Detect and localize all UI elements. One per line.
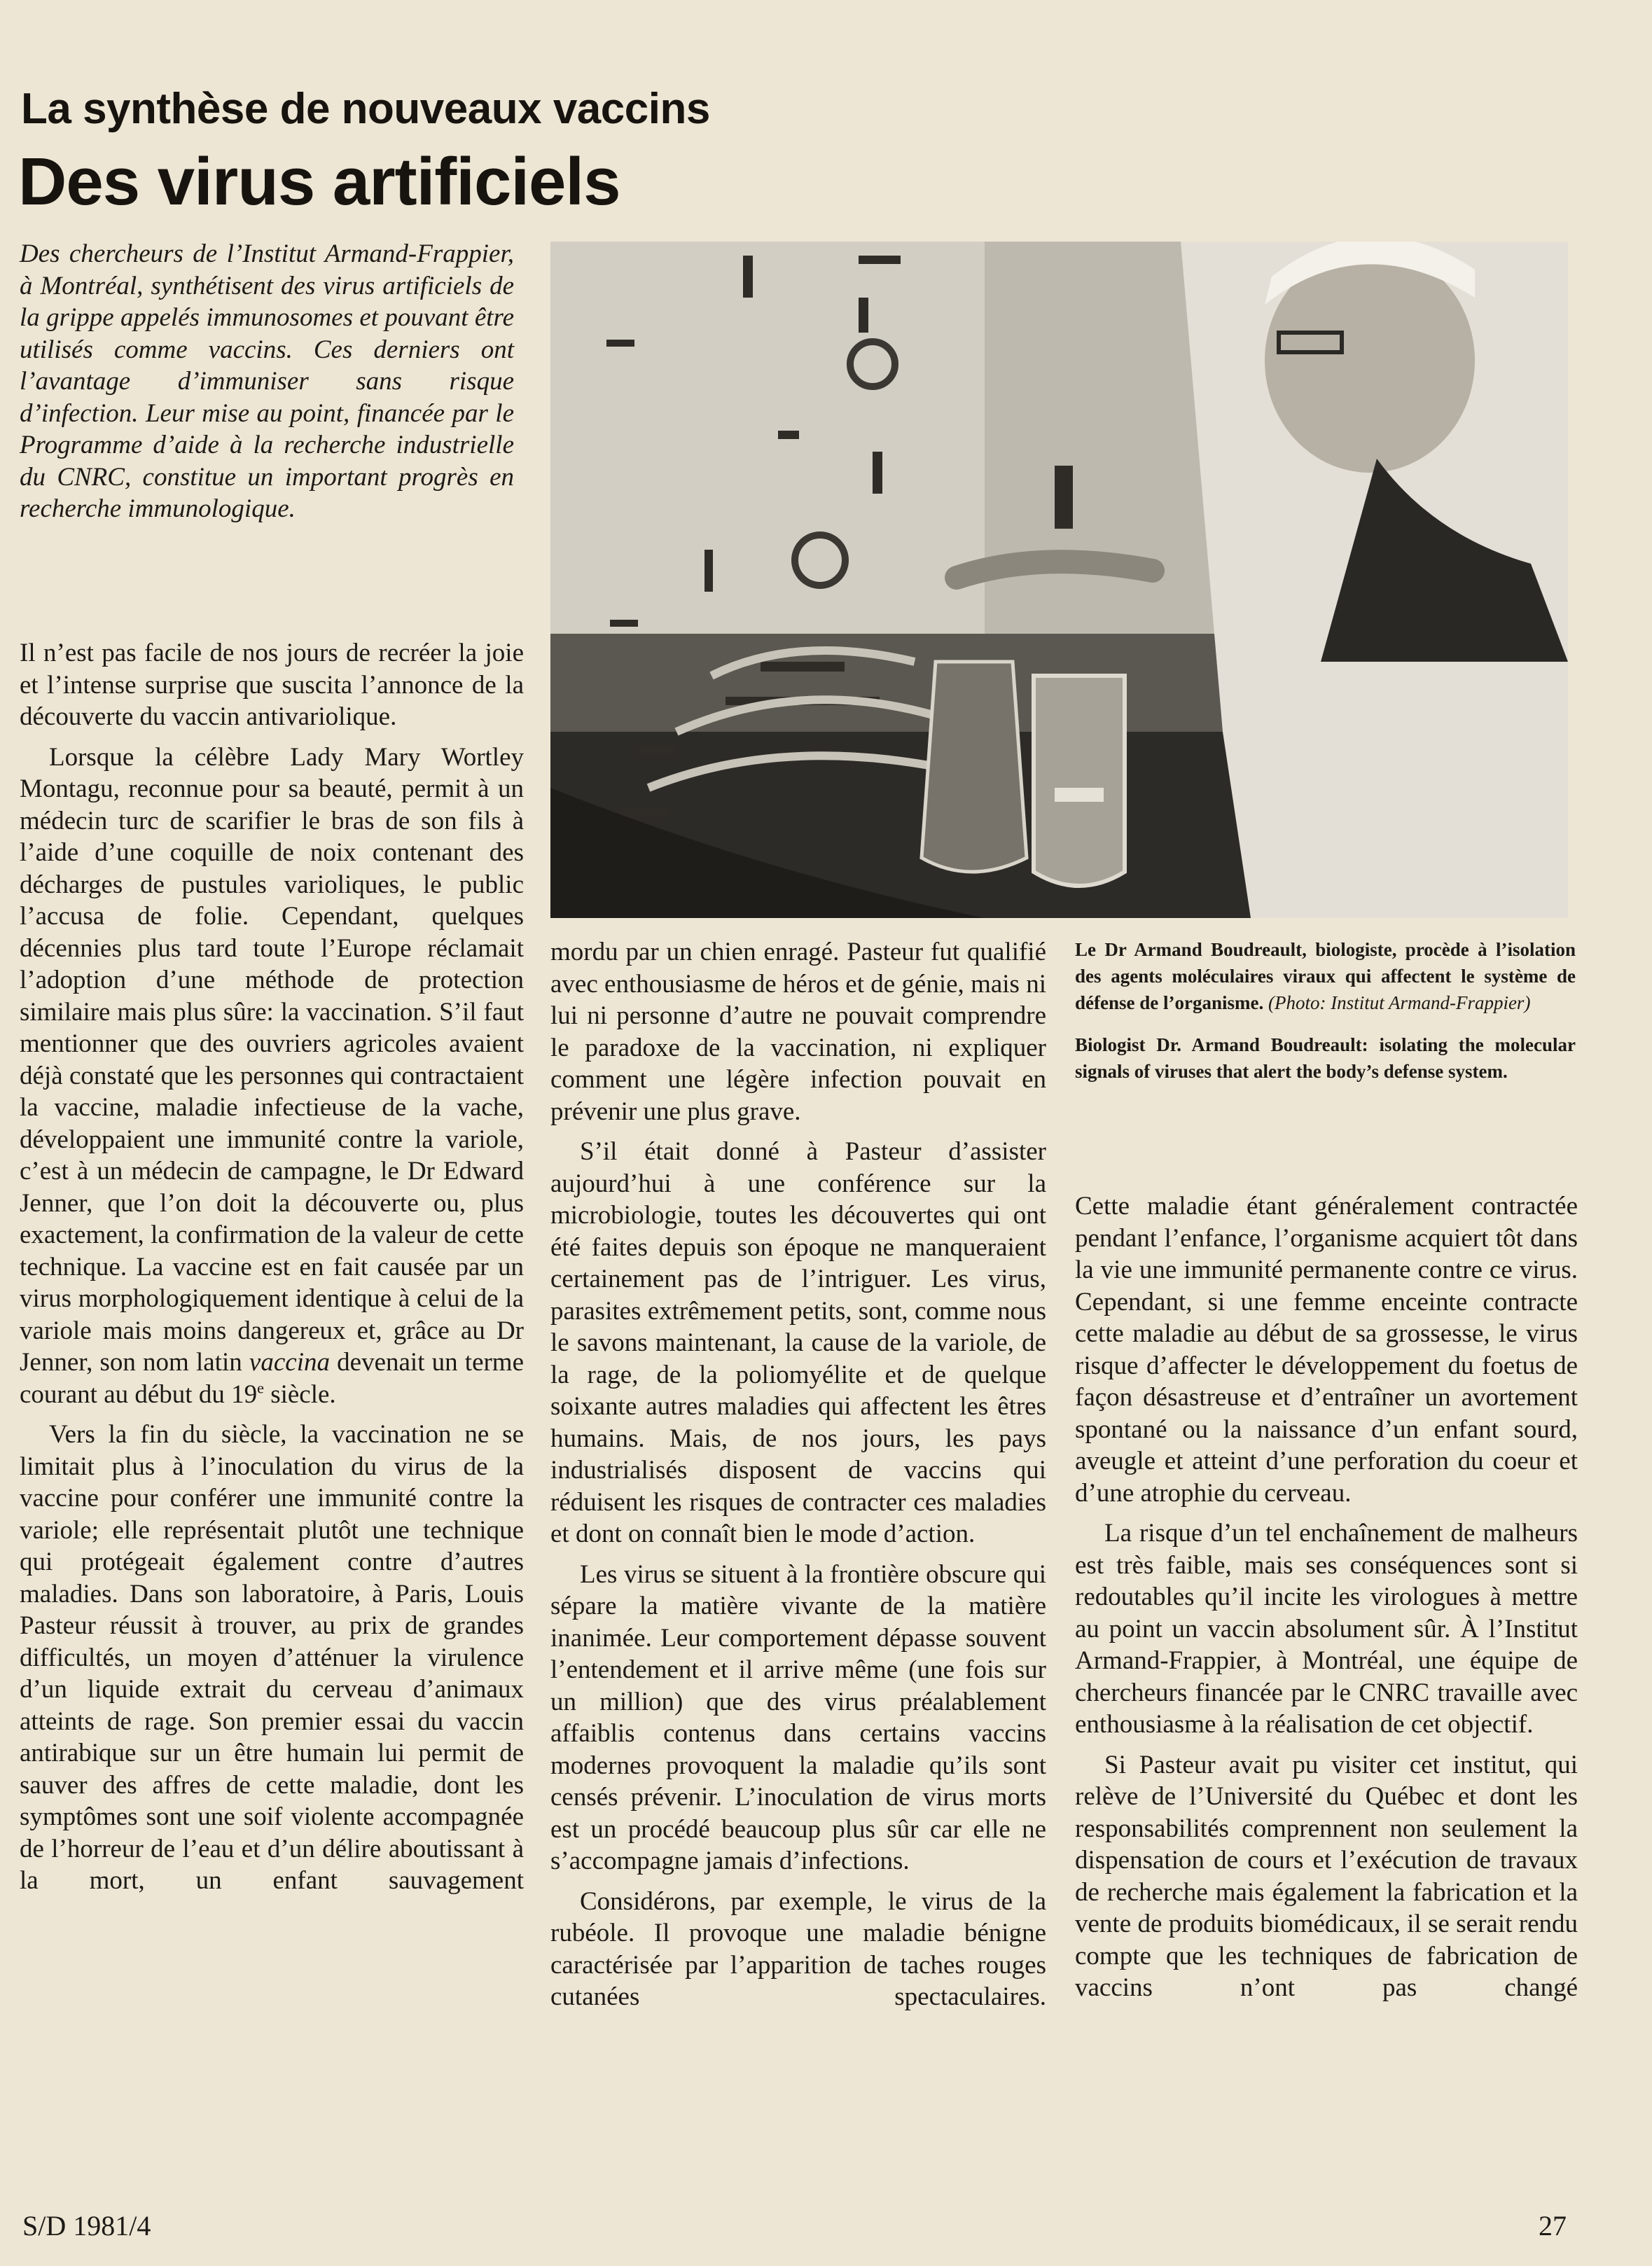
caption-french: Le Dr Armand Boudreault, biologiste, procède à l’isolation des agents moléculaires viraux qui affectent le système de défense de l’organisme. (Photo: Institut Armand-Frappier) [1075,939,1576,1013]
article-lede: Des chercheurs de l’Institut Armand-Frappier, à Montréal, synthétisent des virus artificiels de la grippe appelés immunosomes et pouvant être utilisés comme vaccins. Ces derniers ont l’avantage d’immuniser sans risque d’infection. Leur mise au point, financée par le Programme d’aide à la recherche industrielle du CNRC, constitue un important progrès en recherche immunologique. [20,239,514,523]
article-title: Des virus artificiels [18,144,620,219]
paragraph: S’il était donné à Pasteur d’assister aujourd’hui à une conférence sur la microbiologie, toutes les découvertes qui ont été faites depuis son époque ne manqueraient certainement pas de l’intriguer. Les virus, parasites extrêmement petits, sont, comme nous le savons maintenant, la cause de la variole, de la rage, de la poliomyélite et de quelque soixante autres maladies qui affectent les êtres humains. Mais, de nos jours, les pays industrialisés disposent de vaccins qui réduisent les risques de contracter ces maladies et dont on connaît bien le mode d’action. [550,1137,1046,1548]
paragraph: mordu par un chien enragé. Pasteur fut qualifié avec enthousiasme de héros et de génie, mais ni lui ni personne d’autre ne pouvait comprendre le paradoxe de la vaccination, ni expliquer comment une légère infection pouvait en prévenir une plus grave. [550,938,1046,1126]
page-number: 27 [1539,2210,1567,2241]
paragraph: Si Pasteur avait pu visiter cet institut, qui relève de l’Université du Québec et dont les responsabilités comprennent non seulement la dispensation de cours et l’exécution de travaux de recherche mais également la fabrication et la vente de produits biomédicaux, il se serait rendu compte que les techniques de fabrication de vaccins n’ont pas changé [1075,1750,1578,2002]
paragraph: Vers la fin du siècle, la vaccination ne se limitait plus à l’inoculation du virus de la vaccine pour conférer une immunité contre la variole; elle représentait plutôt une technique qui protégeait également contre d’autres maladies. Dans son laboratoire, à Paris, Louis Pasteur réussit à trouver, au prix de grandes difficultés, un moyen d’atténuer la virulence d’un liquide extrait du cerveau d’animaux atteints de rage. Son premier essai du vaccin antirabique sur un être humain lui permit de sauver des affres de cette maladie, dont les symptômes sont une soif violente accompagnée de l’horreur de l’eau et d’un délire aboutissant à la mort, un enfant sauvagement [20,1420,524,1895]
paragraph: Considérons, par exemple, le virus de la rubéole. Il provoque une maladie bénigne caractérisée par l’apparition de taches rouges cutanées spectaculaires. [550,1886,1046,2011]
lab-photo-illustration [550,242,1568,918]
paragraph: Il n’est pas facile de nos jours de recréer la joie et l’intense surprise que suscita l’annonce de la découverte du vaccin antivariolique. [20,639,524,731]
paragraph: Cette maladie étant généralement contractée pendant l’enfance, l’organisme acquiert tôt dans la vie une immunité permanente contre ce virus. Cependant, si une femme enceinte contracte cette maladie au début de sa grossesse, le virus risque d’affecter le développement du foetus de façon désastreuse et d’entraîner un avortement spontané ou la naissance d’un enfant sourd, aveugle et atteint d’une perforation du coeur et d’une atrophie du cerveau. [1075,1192,1578,1508]
column-3 [1075,1190,1578,2013]
paragraph: La risque d’un tel enchaînement de malheurs est très faible, mais ses conséquences sont si redoutables qu’il incite les virologues à mettre au point un vaccin absolument sûr. À l’Institut Armand-Frappier, à Montréal, une équipe de chercheurs financée par le CNRC travaille avec enthousiasme à la réalisation de cet objectif. [1075,1519,1578,1739]
paragraph: Les virus se situent à la frontière obscure qui sépare la matière vivante de la matière inanimée. Leur comportement dépasse souvent l’entendement et il arrive même (une fois sur un million) que des virus préalablement affaiblis contenus dans certains vaccins modernes provoquent la maladie qu’ils sont censés prévenir. L’inoculation de virus morts est un procédé beaucoup plus sûr car elle ne s’accompagne jamais d’infections. [550,1559,1046,1875]
article-kicker: La synthèse de nouveaux vaccins [21,85,710,133]
caption-english: Biologist Dr. Armand Boudreault: isolating the molecular signals of viruses that alert the body’s defense system. [1075,1034,1576,1082]
photo-caption [1075,936,1576,1085]
issue-label: S/D 1981/4 [22,2210,151,2241]
column-2 [550,936,1046,2022]
lab-photo [550,242,1568,918]
photo-credit: (Photo: Institut Armand-Frappier) [1268,992,1531,1013]
column-1 [20,637,524,1905]
paragraph: Lorsque la célèbre Lady Mary Wortley Montagu, reconnue pour sa beauté, permit à un médecin turc de scarifier le bras de son fils à l’aide d’une coquille de noix contenant des décharges de pustules varioliques, le public l’accusa de folie. Cependant, quelques décennies plus tard toute l’Europe réclamait l’adoption d’une méthode de protection similaire mais plus sûre: la vaccination. S’il faut mentionner que des ouvriers agricoles avaient déjà constaté que les personnes qui contractaient la vaccine, maladie infectieuse de la vache, développaient une immunité contre la variole, c’est à un médecin de campagne, le Dr Edward Jenner, que l’on doit la découverte ou, plus exactement, la confirmation de la valeur de cette technique. La vaccine est en fait causée par un virus morphologiquement identique à celui de la variole mais moins dangereux et, grâce au Dr Jenner, son nom latin vaccina devenait un terme courant au début du 19e siècle. [20,742,525,1409]
